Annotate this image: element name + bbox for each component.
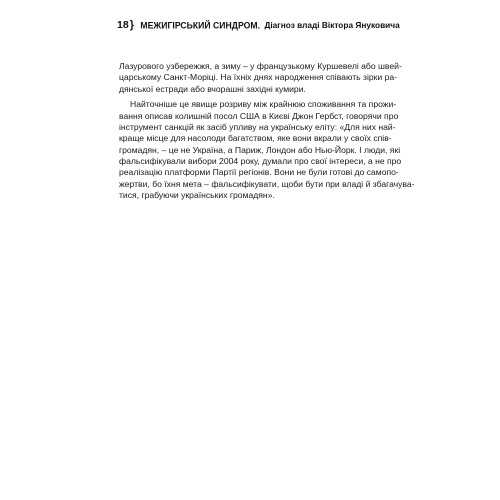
text-line: фальсифікували вибори 2004 року, думали про свої інтереси, а не про	[119, 155, 402, 166]
text-line: Лазурового узбережжя, а зиму – у французькому Куршевелі або швей-	[119, 61, 402, 71]
text-line: тися, грабуючи українських громадян».	[119, 189, 275, 200]
page-number: 18	[117, 19, 129, 31]
text-line: громадян, – це не Україна, а Париж, Лондон або Нью-Йорк. І люди, які	[119, 144, 401, 155]
text-line: жертви, бо їхня мета – фальсифікувати, щоби бути при владі й збагачува-	[119, 178, 415, 189]
paragraph-2	[119, 99, 415, 201]
book-subtitle: Діагноз владі Віктора Януковича	[264, 20, 400, 30]
text-line: Найточніше це явище розриву між крайнюю споживання та прожи-	[130, 99, 397, 110]
text-line: реалізацію платформи Партії регіонів. Вони не були готові до самопо-	[119, 167, 399, 178]
running-head	[117, 16, 417, 32]
text-line: дянської естради або вчорашні західні кумири.	[119, 83, 306, 94]
text-line: краще місце для насолоди багатством, яке вони вкрали у своїх спів-	[119, 133, 392, 144]
page-number-brace: }	[129, 19, 134, 31]
book-title: МЕЖИГІРСЬКИЙ СИНДРОМ.	[140, 19, 261, 31]
body-text	[119, 61, 415, 201]
text-line: інструмент санкцій як засіб упливу на українську еліту: «Для них най-	[119, 122, 396, 133]
text-line: царському Санкт-Моріці. На їхніх днях народження співають зірки ра-	[119, 72, 398, 83]
text-line: вання описав колишній посол США в Києві Джон Гербст, говорячи про	[119, 110, 399, 121]
paragraph-1	[119, 61, 402, 95]
